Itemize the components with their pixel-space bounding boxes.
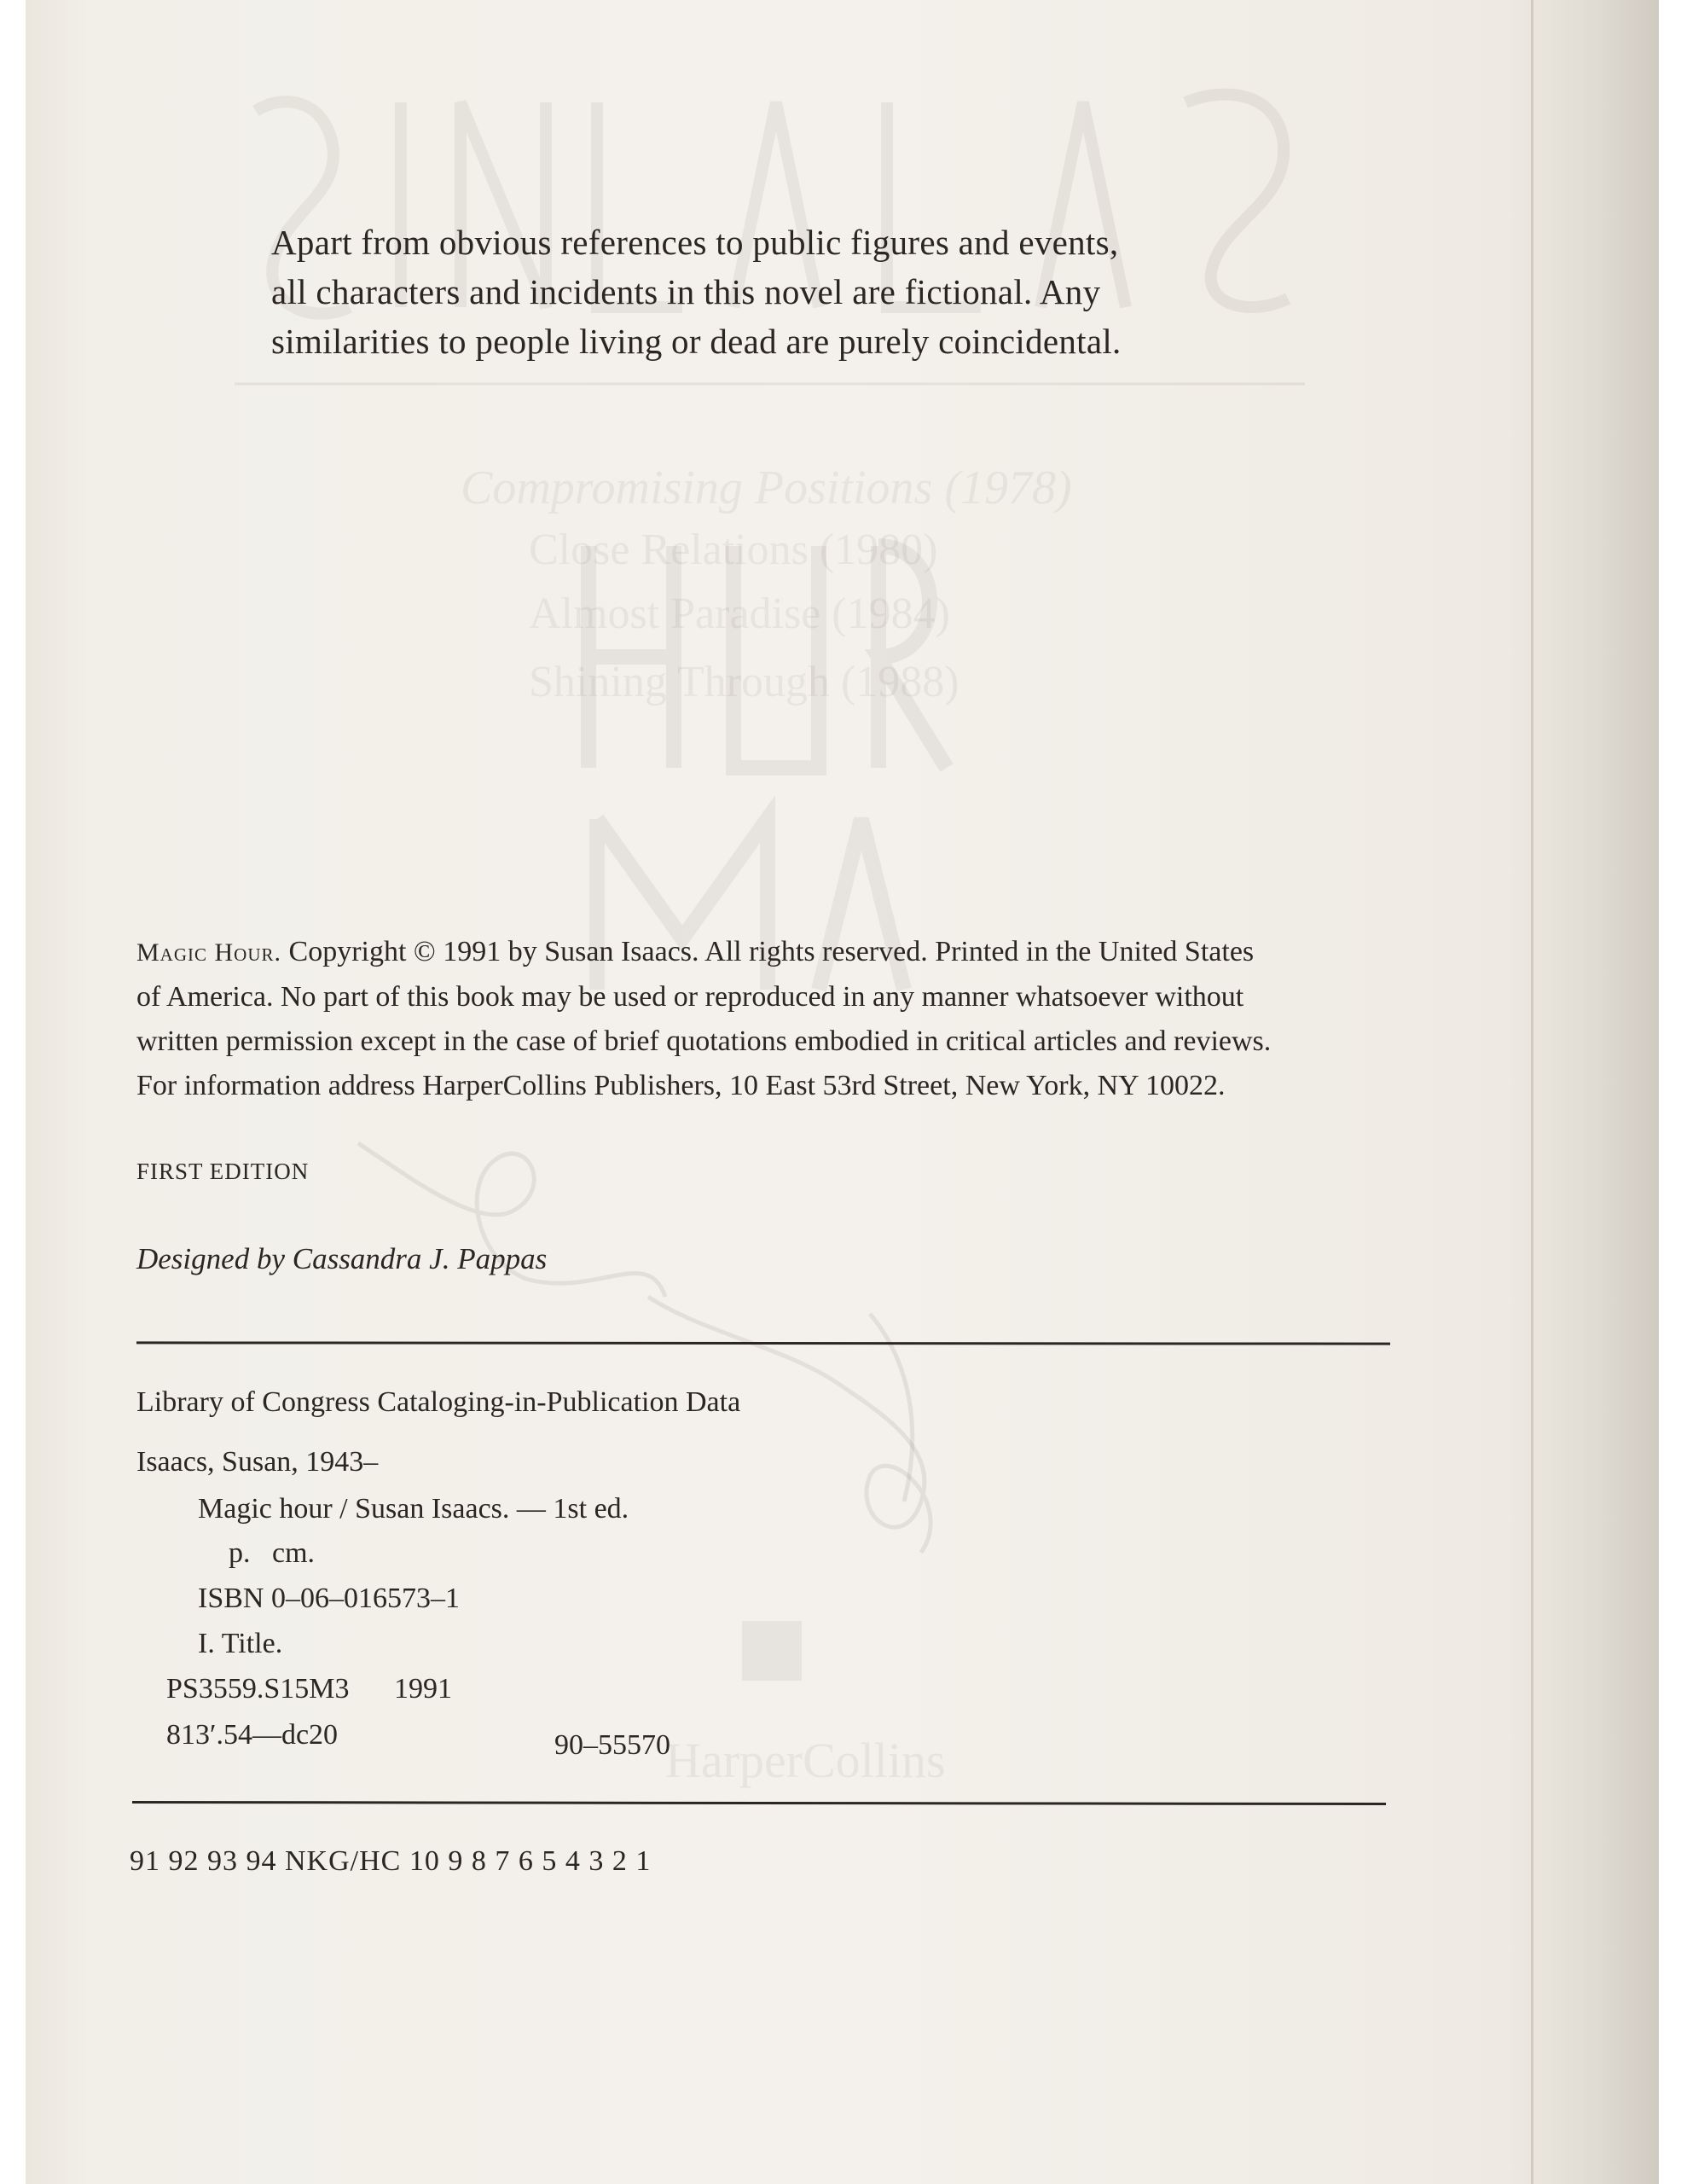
copyright-notice [136, 930, 1399, 1108]
edition-label: FIRST EDITION [136, 1159, 310, 1184]
cip-heading: Library of Congress Cataloging-in-Publication Data [136, 1386, 741, 1418]
cip-title: Magic hour / Susan Isaacs. — 1st ed. [198, 1493, 629, 1525]
cip-author: Isaacs, Susan, 1943– [136, 1446, 379, 1478]
cip-dewey: 813′.54—dc20 [166, 1719, 339, 1751]
disclaimer-line: all characters and incidents in this novel are fictional. Any [271, 272, 1101, 311]
disclaimer-line: Apart from obvious references to public figures and events, [271, 223, 1119, 262]
cip-subject: I. Title. [198, 1628, 283, 1659]
show-through-text: Almost Paradise (1984) [529, 590, 950, 638]
reverse-signature-b [648, 1297, 930, 1553]
book-title-smallcaps: Magic Hour. [136, 938, 282, 967]
cip-call-number: PS3559.S15M3 [166, 1673, 350, 1705]
show-through-text: Compromising Positions (1978) [461, 462, 1072, 514]
cip-call-year: 1991 [394, 1673, 452, 1705]
cip-isbn: ISBN 0–06–016573–1 [198, 1583, 460, 1614]
show-through-text: Shining Through (1988) [529, 658, 959, 706]
copyright-line: written permission except in the case of brief quotations embodied in critical articles and reviews. [136, 1025, 1272, 1057]
disclaimer-line: similarities to people living or dead are purely coincidental. [271, 322, 1122, 361]
copyright-line: For information address HarperCollins Publishers, 10 East 53rd Street, New York, NY 10022. [136, 1070, 1226, 1101]
show-through-text: HarperCollins [665, 1733, 946, 1788]
copyright-text: Copyright © 1991 by Susan Isaacs. All rights reserved. Printed in the United States [281, 936, 1255, 967]
copyright-line [136, 930, 1399, 975]
show-through-text: Close Relations (1980) [529, 526, 938, 574]
designer-credit: Designed by Cassandra J. Pappas [136, 1242, 548, 1275]
printing-line: 91 92 93 94 NKG/HC 10 9 8 7 6 5 4 3 2 1 [130, 1845, 652, 1877]
fiction-disclaimer [271, 218, 1295, 366]
cip-lccn: 90–55570 [554, 1729, 670, 1761]
cip-pages: p. cm. [229, 1537, 316, 1569]
copyright-line: of America. No part of this book may be used or reproduced in any manner whatsoever without [136, 981, 1244, 1013]
reverse-publisher-logo [742, 1621, 802, 1681]
